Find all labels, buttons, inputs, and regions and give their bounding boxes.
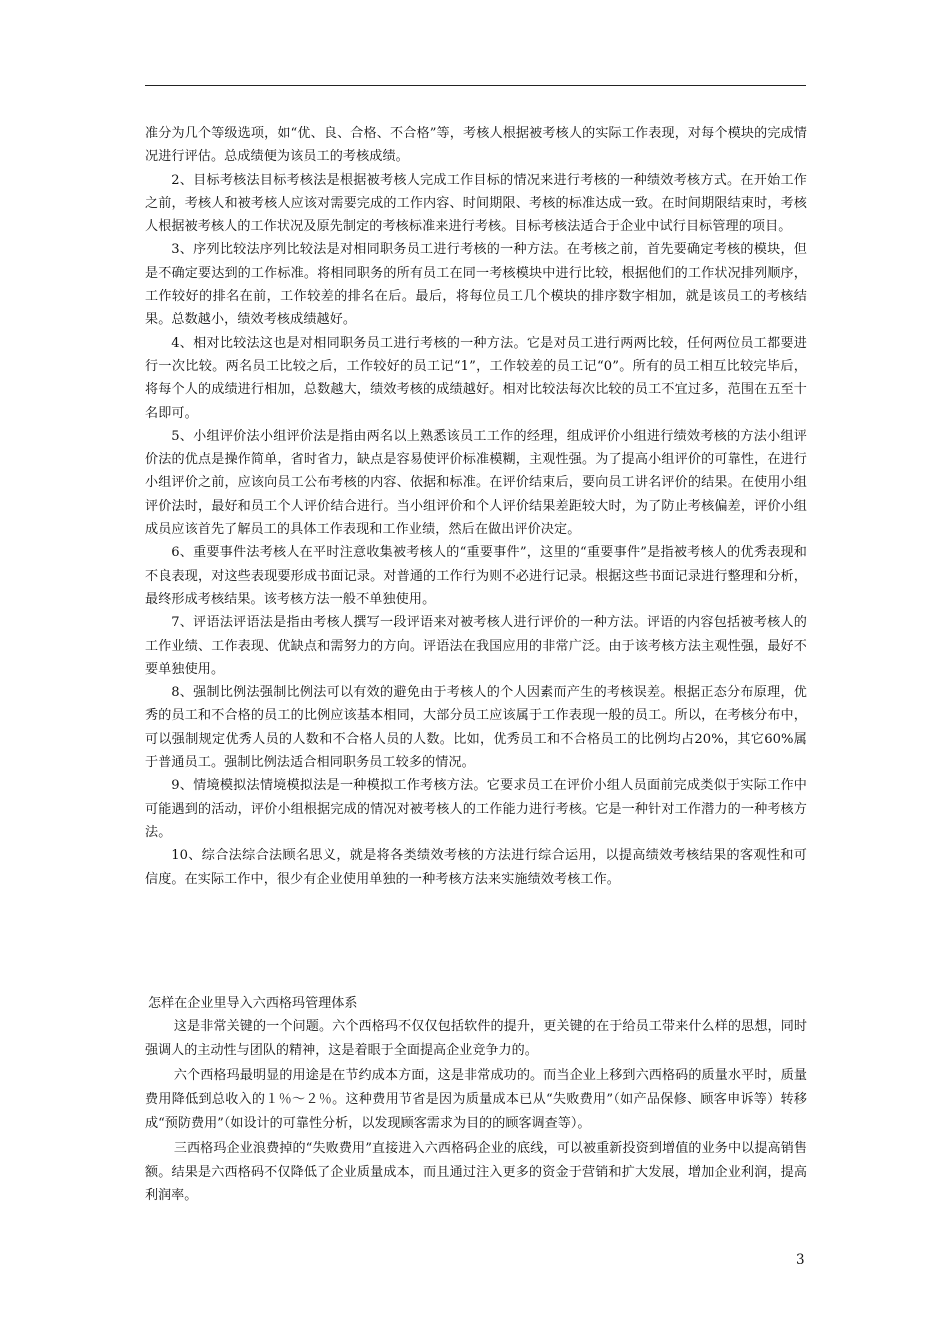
page-number: 3	[796, 1252, 805, 1268]
document-body	[145, 122, 807, 891]
method-paragraph-10: 10、综合法综合法顾名思义，就是将各类绩效考核的方法进行综合运用，以提高绩效考核结果的客观性和可信度。在实际工作中，很少有企业使用单独的一种考核方法来实施绩效考核工作。	[145, 848, 807, 887]
section-paragraph-2: 六个西格玛最明显的用途是在节约成本方面，这是非常成功的。而当企业上移到六西格码的质量水平时，质量费用降低到总收入的１％～２％。这种费用节省是因为质量成本已从“失败费用”（如产品保修、顾客申诉等）转移成“预防费用”（如设计的可靠性分析，以发现顾客需求为目的的顾客调查等）。	[145, 1068, 807, 1131]
header-rule	[145, 85, 806, 86]
section-heading: 怎样在企业里导入六西格玛管理体系	[148, 996, 358, 1011]
method-paragraph-6: 6、重要事件法考核人在平时注意收集被考核人的“重要事件”，这里的“重要事件”是指被考核人的优秀表现和不良表现，对这些表现要形成书面记录。对普通的工作行为则不必进行记录。根据这些书面记录进行整理和分析，最终形成考核结果。该考核方法一般不单独使用。	[145, 545, 807, 607]
method-paragraph-8: 8、强制比例法强制比例法可以有效的避免由于考核人的个人因素而产生的考核误差。根据正态分布原理，优秀的员工和不合格的员工的比例应该基本相同，大部分员工应该属于工作表现一般的员工。所以，在考核分布中，可以强制规定优秀人员的人数和不合格人员的人数。比如，优秀员工和不合格员工的比例均占20%，其它60%属于普通员工。强制比例法适合相同职务员工较多的情况。	[145, 685, 807, 771]
section-paragraph-1: 这是非常关键的一个问题。六个西格玛不仅仅包括软件的提升，更关键的在于给员工带来什么样的思想，同时强调人的主动性与团队的精神，这是着眼于全面提高企业竞争力的。	[145, 1019, 807, 1058]
method-paragraph-3: 3、序列比较法序列比较法是对相同职务员工进行考核的一种方法。在考核之前，首先要确定考核的模块，但是不确定要达到的工作标准。将相同职务的所有员工在同一考核模块中进行比较，根据他们的工作状况排列顺序，工作较好的排名在前，工作较差的排名在后。最后，将每位员工几个模块的排序数字相加，就是该员工的考核结果。总数越小，绩效考核成绩越好。	[145, 242, 807, 328]
section-paragraph-3: 三西格玛企业浪费掉的“失败费用”直接进入六西格码企业的底线，可以被重新投资到增值的业务中以提高销售额。结果是六西格码不仅降低了企业质量成本，而且通过注入更多的资金于营销和扩大发展，增加企业利润，提高利润率。	[145, 1141, 807, 1204]
six-sigma-section	[145, 992, 807, 1208]
method-paragraph-7: 7、评语法评语法是指由考核人撰写一段评语来对被考核人进行评价的一种方法。评语的内容包括被考核人的工作业绩、工作表现、优缺点和需努力的方向。评语法在我国应用的非常广泛。由于该考核方法主观性强，最好不要单独使用。	[145, 615, 807, 677]
method-paragraph-5: 5、小组评价法小组评价法是指由两名以上熟悉该员工工作的经理，组成评价小组进行绩效考核的方法小组评价法的优点是操作简单，省时省力，缺点是容易使评价标准模糊，主观性强。为了提高小组评价的可靠性，在进行小组评价之前，应该向员工公布考核的内容、依据和标准。在评价结束后，要向员工讲名评价的结果。在使用小组评价法时，最好和员工个人评价结合进行。当小组评价和个人评价结果差距较大时，为了防止考核偏差，评价小组成员应该首先了解员工的具体工作表现和工作业绩，然后在做出评价决定。	[145, 428, 807, 538]
intro-paragraph: 准分为几个等级选项，如“优、良、合格、不合格”等，考核人根据被考核人的实际工作表现，对每个模块的完成情况进行评估。总成绩便为该员工的考核成绩。	[145, 126, 807, 165]
method-paragraph-2: 2、目标考核法目标考核法是根据被考核人完成工作目标的情况来进行考核的一种绩效考核方式。在开始工作之前，考核人和被考核人应该对需要完成的工作内容、时间期限、考核的标准达成一致。在时间期限结束时，考核人根据被考核人的工作状况及原先制定的考核标准来进行考核。目标考核法适合于企业中试行目标管理的项目。	[145, 172, 807, 235]
method-paragraph-4: 4、相对比较法这也是对相同职务员工进行考核的一种方法。它是对员工进行两两比较，任何两位员工都要进行一次比较。两名员工比较之后，工作较好的员工记“1”，工作较差的员工记“0”。所有的员工相互比较完毕后，将每个人的成绩进行相加，总数越大，绩效考核的成绩越好。相对比较法每次比较的员工不宜过多，范围在五至十名即可。	[145, 335, 807, 421]
method-paragraph-9: 9、情境模拟法情境模拟法是一种模拟工作考核方法。它要求员工在评价小组人员面前完成类似于实际工作中可能遇到的活动，评价小组根据完成的情况对被考核人的工作能力进行考核。它是一种针对工作潜力的一种考核方法。	[145, 778, 807, 840]
